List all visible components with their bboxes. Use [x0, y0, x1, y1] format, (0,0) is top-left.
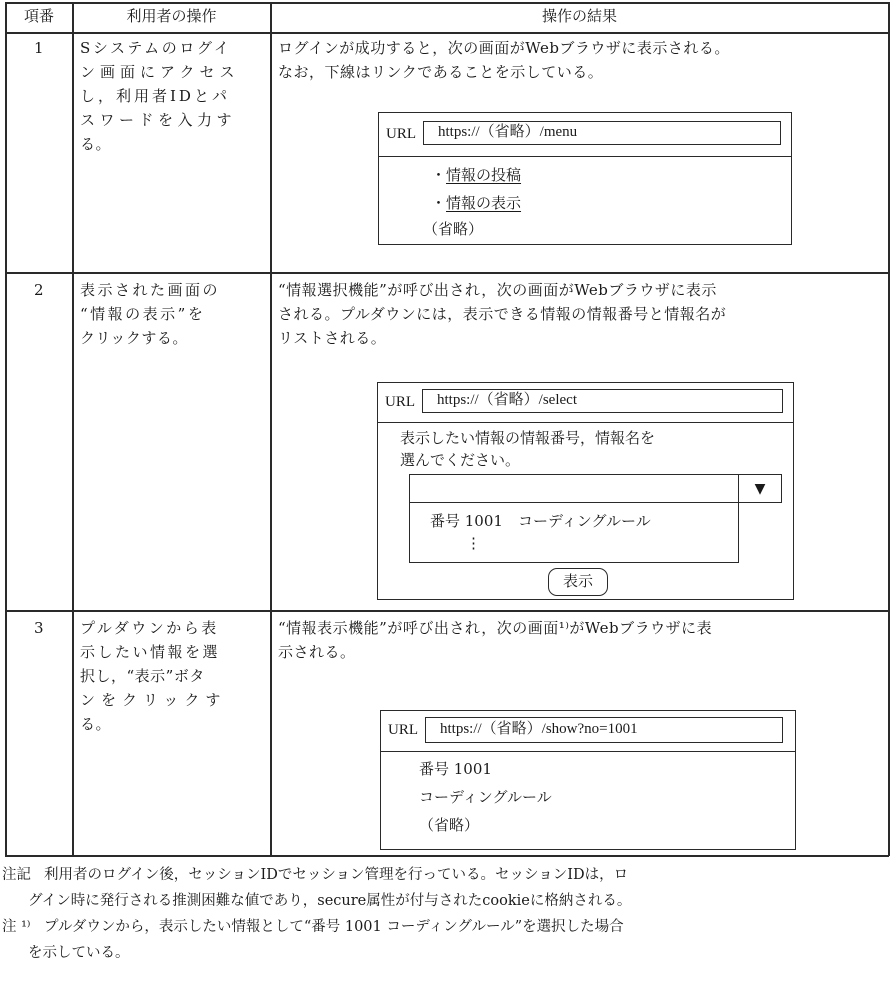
- operation-line: る。: [80, 135, 112, 153]
- dropdown-more-icon: ⋮: [466, 534, 481, 552]
- show-screen-mock: [380, 710, 796, 850]
- url-field[interactable]: https://（省略）/menu: [423, 121, 781, 145]
- result-line: ログインが成功すると，次の画面がWebブラウザに表示される。: [278, 39, 730, 57]
- instruction-line: 選んでください。: [400, 451, 521, 469]
- omitted-text: （省略）: [419, 816, 480, 834]
- table-border-bottom: [5, 855, 889, 857]
- display-button[interactable]: 表示: [548, 568, 608, 596]
- dropdown-arrow-icon[interactable]: ▼: [738, 475, 781, 502]
- url-bar: [381, 711, 795, 752]
- operation-line: プルダウンから表: [80, 619, 219, 637]
- instruction-line: 表示したい情報の情報番号，情報名を: [400, 429, 656, 447]
- operation-line: し，利用者IDとパ: [80, 87, 230, 105]
- result-line: される。プルダウンには，表示できる情報の情報番号と情報名が: [278, 305, 727, 323]
- result-line: リストされる。: [278, 329, 387, 347]
- header-user-operation: 利用者の操作: [126, 7, 217, 25]
- url-field[interactable]: https://（省略）/select: [422, 389, 783, 413]
- operation-line: スワードを入力す: [80, 111, 237, 129]
- row-number: 1: [33, 39, 45, 57]
- url-label: URL: [388, 722, 418, 738]
- result-line: “情報表示機能”が呼び出され，次の画面¹⁾がWebブラウザに表: [278, 619, 713, 637]
- table-row-divider-2: [5, 610, 889, 612]
- url-field[interactable]: https://（省略）/show?no=1001: [425, 717, 783, 743]
- header-result: 操作の結果: [541, 7, 617, 25]
- header-item-no: 項番: [23, 7, 54, 25]
- result-line: なお，下線はリンクであることを示している。: [278, 63, 604, 81]
- operation-line: 表示された画面の: [80, 281, 221, 299]
- info-number: 番号 1001: [419, 760, 492, 778]
- footnote-line: を示している。: [28, 945, 130, 961]
- footnote-line: プルダウンから，表示したい情報として“番号 1001 コーディングルール”を選択した場合: [44, 919, 624, 935]
- info-name: コーディングルール: [419, 788, 552, 806]
- menu-link-display[interactable]: [431, 191, 521, 215]
- result-line: 示される。: [278, 643, 356, 661]
- row-number: 2: [33, 281, 45, 299]
- table-border-left: [5, 2, 7, 856]
- operation-line: 択し，“表示”ボタ: [80, 667, 205, 685]
- select-screen-mock: [377, 382, 794, 600]
- table-border-right: [888, 2, 890, 856]
- operation-line: 示したい情報を選: [80, 643, 221, 661]
- note-label: 注記: [2, 867, 31, 883]
- url-label: URL: [385, 394, 415, 410]
- link-post-info[interactable]: 情報の投稿: [446, 166, 522, 184]
- operation-line: クリックする。: [80, 329, 188, 347]
- dropdown-option[interactable]: 番号 1001 コーディングルール: [430, 512, 651, 530]
- operation-line: Sシステムのログイ: [80, 39, 232, 57]
- url-label: URL: [386, 126, 416, 142]
- menu-screen-mock: [378, 112, 792, 245]
- bullet: ・: [431, 166, 447, 184]
- table-header-divider: [5, 32, 889, 34]
- operation-line: ンをクリックす: [80, 691, 227, 709]
- operation-line: ン画面にアクセス: [80, 63, 240, 81]
- link-display-info[interactable]: 情報の表示: [446, 194, 522, 212]
- bullet: ・: [431, 194, 447, 212]
- table-col-divider-1: [72, 2, 74, 856]
- operation-line: る。: [80, 715, 112, 733]
- result-line: “情報選択機能”が呼び出され，次の画面がWebブラウザに表示: [278, 281, 717, 299]
- dropdown-list: [409, 503, 739, 563]
- note-line: 利用者のログイン後，セッションIDでセッション管理を行っている。セッションIDは，ロ: [44, 867, 629, 883]
- note-line: グイン時に発行される推測困難な値であり，secure属性が付与されたcookieに格納される。: [28, 893, 632, 909]
- omitted-text: （省略）: [423, 220, 484, 238]
- table-row-divider-1: [5, 272, 889, 274]
- url-bar: [378, 383, 793, 423]
- footnote-label: 注 ¹⁾: [2, 919, 31, 935]
- table-col-divider-2: [270, 2, 272, 856]
- info-dropdown[interactable]: [409, 474, 782, 503]
- row-number: 3: [33, 619, 45, 637]
- menu-link-post[interactable]: [431, 163, 521, 187]
- operation-line: “情報の表示”を: [80, 305, 206, 323]
- url-bar: [379, 113, 791, 157]
